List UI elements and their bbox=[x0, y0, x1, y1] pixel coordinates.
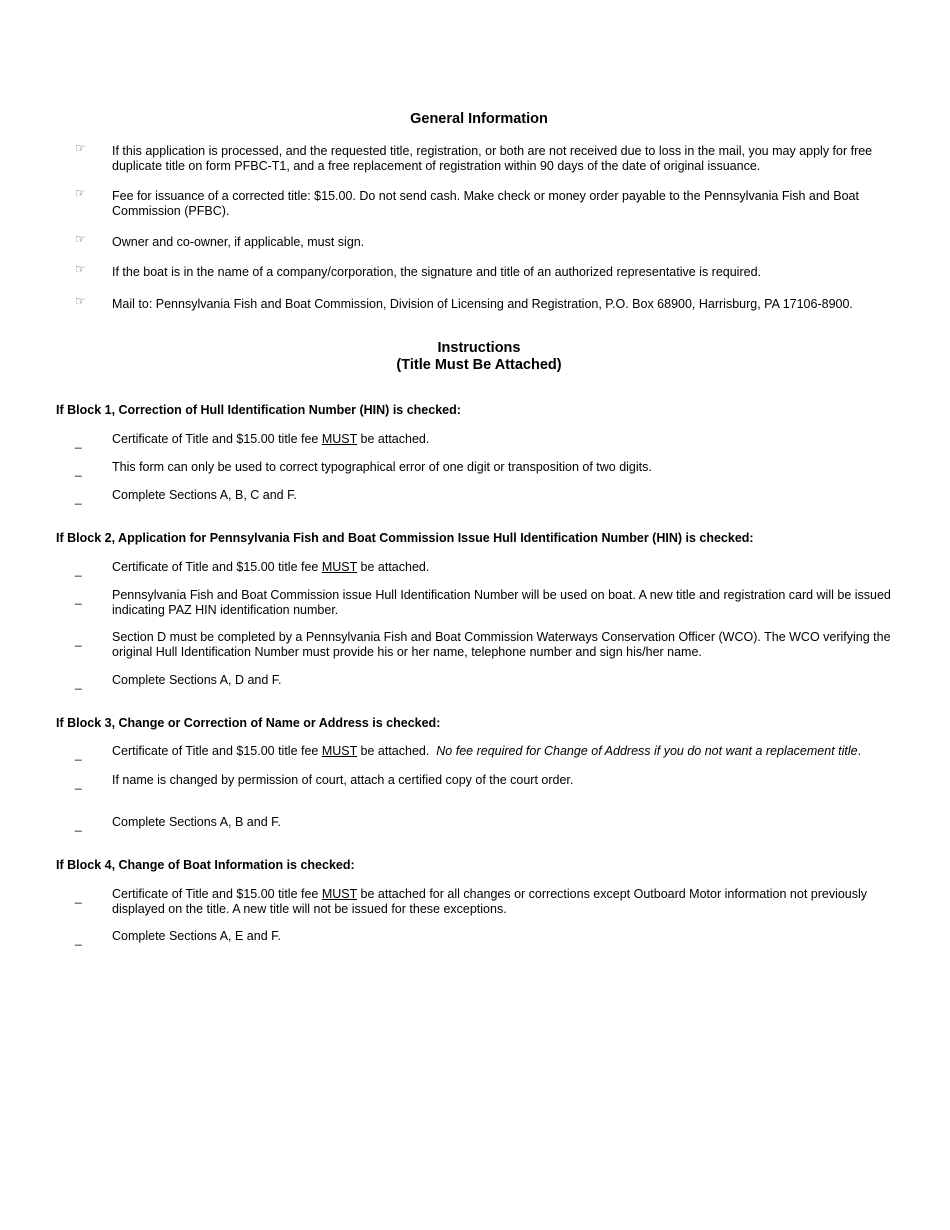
dash-bullet: _ bbox=[75, 747, 82, 761]
instruction-text: Complete Sections A, D and F. bbox=[112, 673, 282, 687]
block3-heading: If Block 3, Change or Correction of Name or Address is checked: bbox=[56, 716, 441, 730]
pointing-hand-icon: ☞ bbox=[75, 141, 86, 155]
instruction-text: Certificate of Title and $15.00 title fee MUST be attached for all changes or corrections except Outboard Motor information not previously displayed on the title. A new title will not be issued for these exceptions. bbox=[112, 887, 868, 916]
general-info-text: Owner and co-owner, if applicable, must sign. bbox=[112, 235, 365, 249]
must-emphasis: MUST bbox=[321, 744, 358, 758]
pointing-hand-icon: ☞ bbox=[75, 262, 86, 276]
dash-bullet: _ bbox=[75, 776, 82, 790]
block1-heading: If Block 1, Correction of Hull Identification Number (HIN) is checked: bbox=[56, 403, 461, 417]
general-info-text: If this application is processed, and the requested title, registration, or both are not received due to loss in the mail, you may apply for free duplicate title on form PFBC-T1, and a free replacement of registration within 90 days of the date of original issuance. bbox=[112, 144, 873, 173]
must-emphasis: MUST bbox=[321, 432, 358, 446]
general-info-text: If the boat is in the name of a company/corporation, the signature and title of an authorized representative is required. bbox=[112, 265, 761, 279]
instruction-text: Pennsylvania Fish and Boat Commission issue Hull Identification Number will be used on boat. A new title and registration card will be issued indicating PAZ HIN identification number. bbox=[112, 588, 891, 617]
dash-bullet: _ bbox=[75, 435, 82, 449]
instruction-text: This form can only be used to correct typographical error of one digit or transposition of two digits. bbox=[112, 460, 652, 474]
dash-bullet: _ bbox=[75, 890, 82, 904]
dash-bullet: _ bbox=[75, 591, 82, 605]
instructions-subtitle: (Title Must Be Attached) bbox=[396, 357, 562, 373]
instructions-title: Instructions bbox=[437, 340, 521, 356]
block2-heading: If Block 2, Application for Pennsylvania Fish and Boat Commission Issue Hull Identification Number (HIN) is checked: bbox=[56, 531, 754, 545]
general-information-title: General Information bbox=[410, 111, 548, 127]
instruction-text: Section D must be completed by a Pennsylvania Fish and Boat Commission Waterways Conservation Officer (WCO). The WCO verifying the original Hull Identification Number must provide his or her name, telephone number and sign his/her name. bbox=[112, 630, 891, 659]
dash-bullet: _ bbox=[75, 463, 82, 477]
instruction-text: Complete Sections A, E and F. bbox=[112, 929, 281, 943]
general-info-text: Fee for issuance of a corrected title: $15.00. Do not send cash. Make check or money order payable to the Pennsylvania Fish and Boat Commission (PFBC). bbox=[112, 189, 859, 218]
must-emphasis: MUST bbox=[321, 560, 358, 574]
instruction-text: Complete Sections A, B, C and F. bbox=[112, 488, 297, 502]
general-info-text: Mail to: Pennsylvania Fish and Boat Commission, Division of Licensing and Registration, P.O. Box 68900, Harrisburg, PA 17106-8900. bbox=[112, 297, 853, 311]
dash-bullet: _ bbox=[75, 491, 82, 505]
dash-bullet: _ bbox=[75, 563, 82, 577]
pointing-hand-icon: ☞ bbox=[75, 294, 86, 308]
instruction-text: Certificate of Title and $15.00 title fee MUST be attached. bbox=[112, 560, 430, 574]
block4-heading: If Block 4, Change of Boat Information is checked: bbox=[56, 858, 355, 872]
instruction-text: Certificate of Title and $15.00 title fee MUST be attached. bbox=[112, 432, 430, 446]
dash-bullet: _ bbox=[75, 676, 82, 690]
italic-note: No fee required for Change of Address if you do not want a replacement title bbox=[436, 744, 858, 758]
must-emphasis: MUST bbox=[321, 887, 358, 901]
instruction-text: Certificate of Title and $15.00 title fee MUST be attached. No fee required for Change of Address if you do not want a replacement title. bbox=[112, 744, 862, 758]
instruction-text: If name is changed by permission of court, attach a certified copy of the court order. bbox=[112, 773, 574, 787]
dash-bullet: _ bbox=[75, 633, 82, 647]
dash-bullet: _ bbox=[75, 818, 82, 832]
pointing-hand-icon: ☞ bbox=[75, 232, 86, 246]
instruction-text: Complete Sections A, B and F. bbox=[112, 815, 281, 829]
dash-bullet: _ bbox=[75, 932, 82, 946]
pointing-hand-icon: ☞ bbox=[75, 186, 86, 200]
